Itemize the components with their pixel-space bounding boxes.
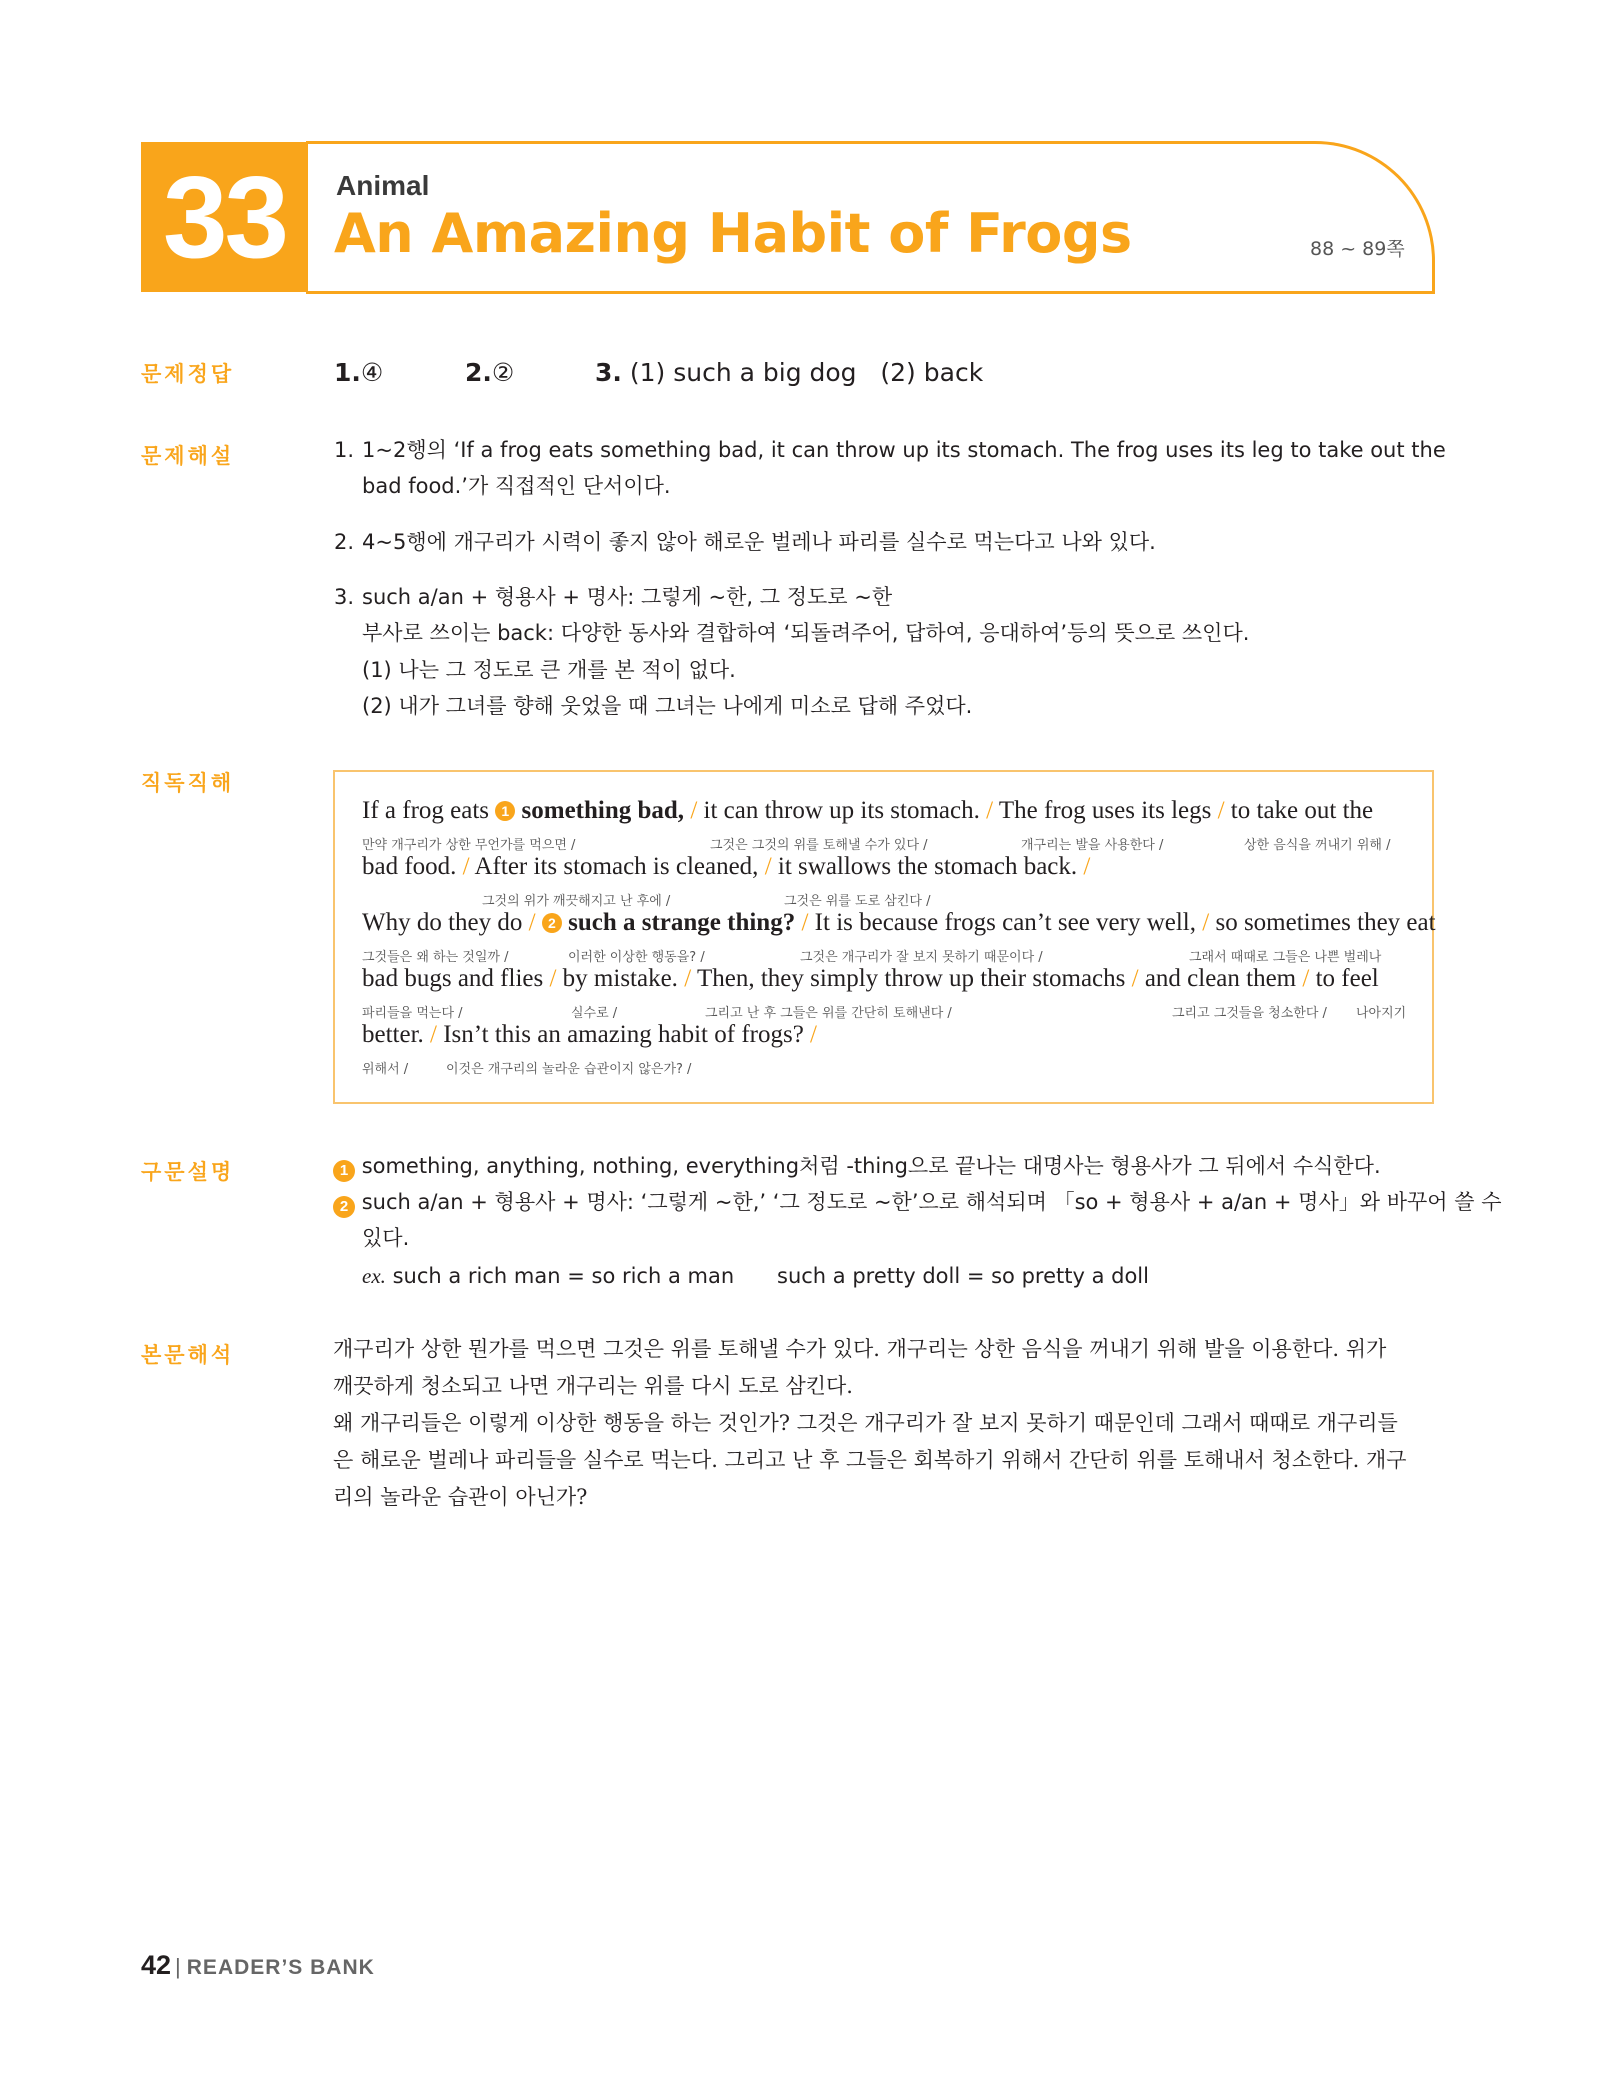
answer-2-text: ②	[491, 358, 515, 387]
answer-1-num: 1.	[334, 358, 361, 387]
marker-2-icon: 2	[542, 913, 562, 933]
chunk: bad food.	[362, 853, 457, 880]
explanation-2-line1: 4~5행에 개구리가 시력이 좋지 않아 해로운 벌레나 파리를 실수로 먹는다고 나와 있다.	[362, 530, 1156, 554]
chunk: bad bugs and flies	[362, 965, 544, 992]
answer-3-text: (1) such a big dog (2) back	[629, 358, 984, 387]
reading-gloss: 그것은 그것의 위를 토해낼 수가 있다 /	[710, 838, 928, 853]
book-title: READER’S BANK	[186, 1956, 375, 1979]
answer-2	[465, 358, 514, 387]
answer-3-num: 3.	[595, 358, 622, 387]
reading-gloss: 만약 개구리가 상한 무언가를 먹으면 /	[362, 838, 576, 853]
explanation-1-line1: 1~2행의 ‘If a frog eats something bad, it can throw up its stomach. The frog uses its leg to take out the	[362, 438, 1446, 462]
chunk: by mistake.	[562, 965, 678, 992]
reading-gloss: 그래서 때때로 그들은 나쁜 벌레나	[1189, 950, 1382, 965]
slash: /	[690, 797, 698, 824]
chunk-bold: such a strange thing?	[568, 909, 796, 936]
slash: /	[1302, 965, 1310, 992]
unit-category: Animal	[336, 170, 430, 201]
reading-gloss: 이러한 이상한 행동을? /	[568, 950, 705, 965]
translation-line-5: 리의 놀라운 습관이 아닌가?	[333, 1485, 588, 1509]
slash: /	[462, 853, 470, 880]
section-label-grammar: 구문설명	[141, 1160, 235, 1184]
slash: /	[430, 1021, 437, 1048]
page-number: 42	[141, 1950, 172, 1980]
grammar-note-2-text: such a/an + 형용사 + 명사: ‘그렇게 ~한,’ ‘그 정도로 ~한’으로 해석되며 「so + 형용사 + a/an + 명사」와 바꾸어 쓸 수	[361, 1190, 1502, 1214]
explanation-1-line2: bad food.’가 직접적인 단서이다.	[362, 474, 671, 498]
chunk: to take out the	[1230, 797, 1374, 824]
explanation-3-num: 3.	[334, 585, 355, 609]
marker-1-icon: 1	[333, 1160, 355, 1182]
example-b: such a pretty doll = so pretty a doll	[777, 1264, 1149, 1288]
explanation-3-line3: (1) 나는 그 정도로 큰 개를 본 적이 없다.	[362, 658, 736, 682]
chunk: it can throw up its stomach.	[703, 797, 980, 824]
chunk: The frog uses its legs	[998, 797, 1212, 824]
reading-gloss: 그리고 그것들을 청소한다 /	[1172, 1006, 1327, 1021]
answer-1	[334, 358, 383, 387]
reading-gloss: 나아지기	[1356, 1006, 1407, 1021]
grammar-note-1-text: something, anything, nothing, everything처럼 -thing으로 끝나는 대명사는 형용사가 그 뒤에서 수식한다.	[361, 1154, 1381, 1178]
chunk: to feel	[1315, 965, 1379, 992]
translation-line-2: 깨끗하게 청소되고 나면 개구리는 위를 다시 도로 삼킨다.	[333, 1374, 853, 1398]
translation-line-4: 은 해로운 벌레나 파리들을 실수로 먹는다. 그리고 난 후 그들은 회복하기 위해서 간단히 위를 토해내서 청소한다. 개구	[333, 1448, 1407, 1472]
reading-line-4	[362, 965, 1379, 993]
reading-gloss: 파리들을 먹는다 /	[362, 1006, 463, 1021]
slash: /	[801, 909, 809, 936]
answer-3	[595, 358, 983, 387]
example-a: such a rich man = so rich a man	[392, 1264, 735, 1288]
slash: /	[764, 853, 772, 880]
slash: /	[1083, 853, 1091, 880]
reading-line-5	[362, 1021, 817, 1049]
slash: /	[1202, 909, 1210, 936]
reading-gloss: 그것은 위를 도로 삼킨다 /	[784, 894, 931, 909]
answer-2-num: 2.	[465, 358, 492, 387]
chunk-bold: something bad,	[521, 797, 685, 824]
marker-1-icon: 1	[495, 801, 515, 821]
slash: /	[1217, 797, 1225, 824]
explanation-3-line1: such a/an + 형용사 + 명사: 그렇게 ~한, 그 정도로 ~한	[362, 585, 893, 609]
chunk: it swallows the stomach back.	[777, 853, 1078, 880]
reading-line-2	[362, 853, 1090, 881]
explanation-3-line4: (2) 내가 그녀를 향해 웃었을 때 그녀는 나에게 미소로 답해 주었다.	[362, 694, 973, 718]
reading-gloss: 그것의 위가 깨끗해지고 난 후에 /	[482, 894, 671, 909]
explanation-1-num: 1.	[334, 438, 355, 462]
section-label-explanations: 문제해설	[141, 444, 235, 468]
footer	[141, 1950, 375, 1981]
chunk: If a frog eats	[362, 797, 490, 824]
page-range: 88 ~ 89쪽	[1310, 238, 1405, 260]
explanation-2-num: 2.	[334, 530, 355, 554]
reading-line-1	[362, 797, 1373, 825]
explanation-3-line2: 부사로 쓰이는 back: 다양한 동사와 결합하여 ‘되돌려주어, 답하여, 응대하여’등의 뜻으로 쓰인다.	[362, 621, 1250, 645]
slash: /	[986, 797, 994, 824]
grammar-example	[362, 1258, 734, 1294]
translation-line-3: 왜 개구리들은 이렇게 이상한 행동을 하는 것인가? 그것은 개구리가 잘 보지 못하기 때문인데 그래서 때때로 개구리들	[333, 1411, 1398, 1435]
grammar-note-1	[333, 1148, 1381, 1184]
slash: /	[1131, 965, 1139, 992]
chunk: It is because frogs can’t see very well,	[814, 909, 1197, 936]
slash: /	[549, 965, 557, 992]
unit-number: 33	[162, 152, 287, 282]
chunk: and clean them	[1144, 965, 1297, 992]
page-title: An Amazing Habit of Frogs	[334, 202, 1132, 265]
reading-gloss: 실수로 /	[571, 1006, 618, 1021]
reading-gloss: 개구리는 발을 사용한다 /	[1021, 838, 1164, 853]
reading-gloss: 위해서 /	[362, 1062, 409, 1077]
slash: /	[528, 909, 536, 936]
slash: /	[810, 1021, 817, 1048]
reading-gloss: 이것은 개구리의 놀라운 습관이지 않은가? /	[446, 1062, 692, 1077]
reading-gloss: 상한 음식을 꺼내기 위해 /	[1244, 838, 1391, 853]
reading-gloss: 그것들은 왜 하는 것일까 /	[362, 950, 509, 965]
chunk: better.	[362, 1021, 424, 1048]
section-label-reading: 직독직해	[141, 771, 235, 795]
example-label: ex.	[362, 1264, 386, 1288]
slash: /	[684, 965, 692, 992]
translation-line-1: 개구리가 상한 뭔가를 먹으면 그것은 위를 토해낼 수가 있다. 개구리는 상한 음식을 꺼내기 위해 발을 이용한다. 위가	[333, 1337, 1387, 1361]
answer-1-text: ④	[360, 358, 384, 387]
chunk: so sometimes they eat	[1215, 909, 1436, 936]
reading-gloss: 그것은 개구리가 잘 보지 못하기 때문이다 /	[800, 950, 1043, 965]
chunk: After its stomach is cleaned,	[474, 853, 759, 880]
section-label-translation: 본문해석	[141, 1343, 235, 1367]
grammar-note-2-cont: 있다.	[362, 1226, 410, 1250]
chunk: Isn’t this an amazing habit of frogs?	[443, 1021, 804, 1048]
marker-2-icon: 2	[333, 1196, 355, 1218]
grammar-note-2	[333, 1184, 1502, 1220]
reading-line-3	[362, 909, 1436, 937]
chunk: Then, they simply throw up their stomachs	[696, 965, 1126, 992]
chunk: Why do they do	[362, 909, 523, 936]
footer-separator: |	[175, 1954, 181, 1979]
reading-gloss: 그리고 난 후 그들은 위를 간단히 토해낸다 /	[705, 1006, 952, 1021]
section-label-answers: 문제정답	[141, 362, 235, 386]
